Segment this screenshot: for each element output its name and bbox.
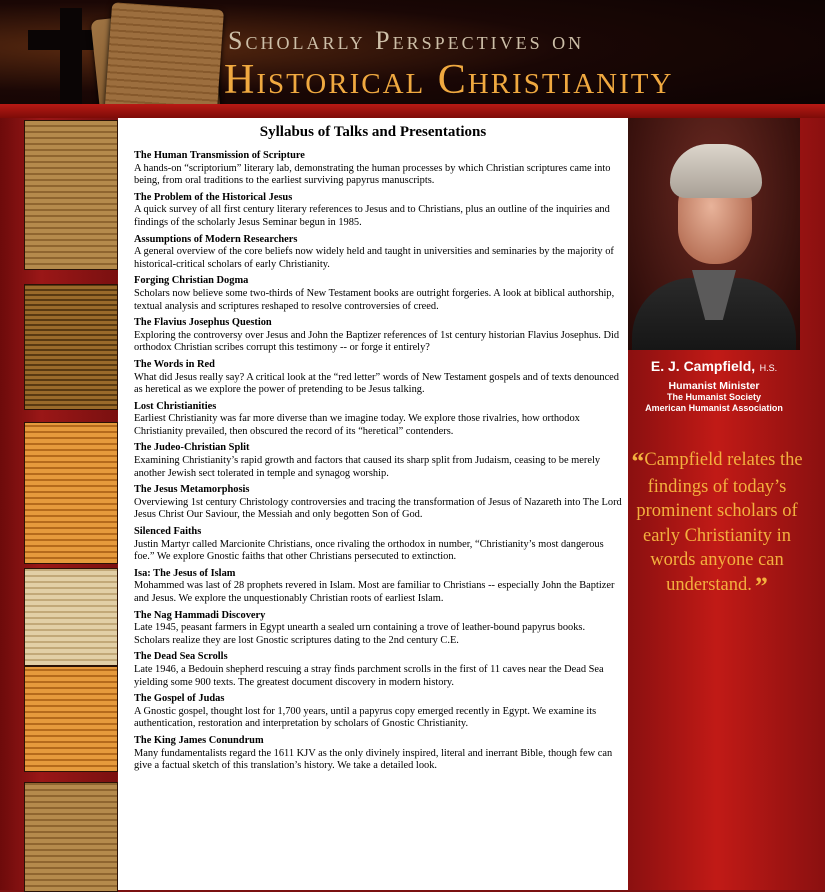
papyrus-image xyxy=(24,284,118,410)
speaker-role: Humanist Minister xyxy=(668,380,760,392)
talk-item xyxy=(134,568,622,606)
talk-description: What did Jesus really say? A critical look at the “red letter” words of New Testament gospels and of texts denounced as heretical as we explore the power of pretending to be Jesus talking. xyxy=(134,371,619,396)
talk-item xyxy=(134,526,622,564)
site-title: Historical Christianity xyxy=(224,57,674,103)
talk-title: The Judeo-Christian Split xyxy=(134,442,250,454)
talk-title: The Dead Sea Scrolls xyxy=(134,651,228,663)
talk-item xyxy=(134,735,622,773)
talk-title: The Problem of the Historical Jesus xyxy=(134,191,293,203)
talk-title: The Human Transmission of Scripture xyxy=(134,150,305,161)
talk-description: Late 1945, peasant farmers in Egypt unearth a sealed urn containing a trove of leather-bound papyrus books. Scholars realize they are lost Gnostic scriptures dating to the 2nd century C.E. xyxy=(134,622,586,646)
papyrus-sidebar xyxy=(0,118,118,890)
talk-item xyxy=(134,275,622,313)
site-header xyxy=(0,0,825,118)
papyrus-image xyxy=(24,782,118,892)
cross-icon xyxy=(60,8,82,104)
open-quote-icon: “ xyxy=(631,447,645,476)
speaker-photo xyxy=(628,118,800,350)
talk-title: The Nag Hammadi Discovery xyxy=(134,609,266,621)
papyrus-image xyxy=(24,568,118,666)
talk-item xyxy=(134,484,622,522)
talk-description: A general overview of the core beliefs now widely held and taught in universities and seminaries by the majority of historical-critical scholars of early Christianity. xyxy=(134,246,614,270)
talk-title: The Gospel of Judas xyxy=(134,693,225,705)
talk-title: Silenced Faiths xyxy=(134,526,202,538)
talk-item xyxy=(134,150,622,188)
papyrus-image xyxy=(24,422,118,564)
talk-item xyxy=(134,234,622,272)
site-subtitle: Scholarly Perspectives on xyxy=(228,26,585,55)
speaker-panel xyxy=(628,118,825,890)
talk-title: Forging Christian Dogma xyxy=(134,275,249,287)
talk-title: The King James Conundrum xyxy=(134,734,264,746)
papyrus-image xyxy=(24,666,118,772)
talk-item xyxy=(134,442,622,480)
speaker-name: E. J. Campfield, xyxy=(650,358,756,374)
talk-description: Mohammed was last of 28 prophets revered in Islam. Most are familiar to Christians -- especially John the Baptizer and Jesus. We explore the unquestionably Christian roots of earliest Islam. xyxy=(134,580,615,604)
speaker-caption xyxy=(628,358,800,414)
talk-item xyxy=(134,359,622,397)
talk-description: Exploring the controversy over Jesus and John the Baptizer references of 1st century historian Flavius Josephus. Did orthodox Christian scribes corrupt this testimony -- or forge it entirely? xyxy=(134,329,620,354)
talk-description: Justin Martyr called Marcionite Christians, once rivaling the orthodox in number, “Christianity’s most dangerous foe.” We explore Gnostic faiths that other Christians persecuted to extinction. xyxy=(134,538,604,563)
talk-description: Earliest Christianity was far more diverse than we imagine today. We explore those rivalries, how orthodox Christianity prevailed, then obscured the record of its “heretical” contenders. xyxy=(134,413,580,437)
talk-item xyxy=(134,610,622,648)
talk-description: A hands-on “scriptorium” literary lab, demonstrating the human processes by which Christian scriptures came into being, from oral traditions to the earliest surviving papyrus manuscripts. xyxy=(134,162,611,187)
talk-title: Isa: The Jesus of Islam xyxy=(134,567,236,579)
syllabus-title: Syllabus of Talks and Presentations xyxy=(259,124,487,140)
quote-text: Campfield relates the findings of today’s prominent scholars of early Christianity in words anyone can understand. xyxy=(636,450,803,595)
header-divider xyxy=(0,104,825,118)
talk-item xyxy=(134,651,622,689)
talk-title: Lost Christianities xyxy=(134,400,217,412)
speaker-org: American Humanist Association xyxy=(645,403,783,413)
talk-description: A Gnostic gospel, thought lost for 1,700 years, until a papyrus copy emerged recently in Egypt. We examine its authentication, restoration and interpretation by scholars of Gnostic Christianity. xyxy=(134,705,597,730)
close-quote-icon: ” xyxy=(754,571,768,601)
talk-title: The Jesus Metamorphosis xyxy=(134,484,250,496)
talk-description: Overviewing 1st century Christology controversies and tracing the transformation of Jesus of Nazareth into The Lord Jesus Christ Our Saviour, the Messiah and only begotten Son of God. xyxy=(134,496,622,521)
talk-item xyxy=(134,317,622,355)
talk-description: Examining Christianity’s rapid growth and factors that caused its sharp split from Judaism, ceasing to be merely another Jewish sect tolerated in temple and synagog worship. xyxy=(134,455,601,479)
talk-list xyxy=(134,150,622,777)
talk-description: A quick survey of all first century literary references to Jesus and to Christians, plus an outline of the inquiries and findings of the scholarly Jesus Seminar begun in 1985. xyxy=(134,204,610,228)
syllabus-panel xyxy=(118,118,628,890)
talk-item xyxy=(134,693,622,731)
papyrus-image xyxy=(24,120,118,270)
speaker-org: The Humanist Society xyxy=(666,392,762,402)
talk-title: The Flavius Josephus Question xyxy=(134,317,272,329)
speaker-credential: H.S. xyxy=(759,363,778,373)
talk-description: Scholars now believe some two-thirds of New Testament books are outright forgeries. A look at biblical authorship, textual analysis and scriptures reshaped to resolve controversies of creed. xyxy=(134,287,615,312)
talk-description: Many fundamentalists regard the 1611 KJV as the only divinely inspired, literal and inerrant Bible, though few can give a factual sketch of this translation’s history. We take a detailed look. xyxy=(134,747,613,772)
talk-title: The Words in Red xyxy=(134,358,215,370)
talk-item xyxy=(134,401,622,439)
talk-description: Late 1946, a Bedouin shepherd rescuing a stray finds parchment scrolls in the first of 11 caves near the Dead Sea yielding some 900 texts. The greatest document discovery in modern history. xyxy=(134,663,604,688)
talk-item xyxy=(134,192,622,230)
photo-hair xyxy=(670,144,762,198)
testimonial-quote xyxy=(628,448,806,599)
talk-title: Assumptions of Modern Researchers xyxy=(134,233,298,245)
